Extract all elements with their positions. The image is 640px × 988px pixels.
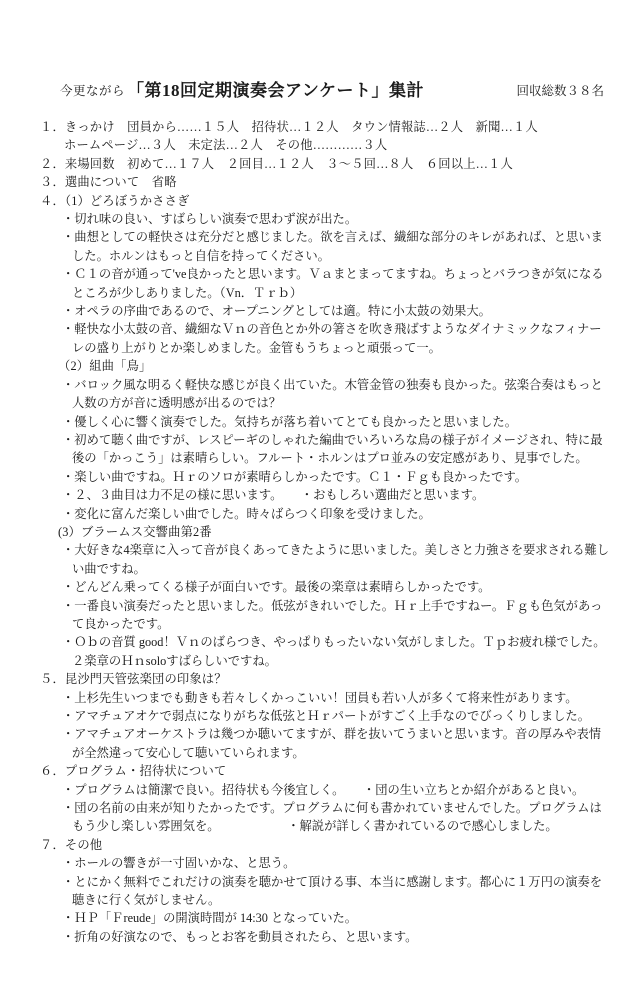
section-heading: ２．来場回数 初めて…１７人 ２回目…１２人 ３～５回…８人 ６回以上…１人 xyxy=(40,156,513,171)
comment-item: ・ホールの響きが一寸固いかな、と思う。 xyxy=(62,856,296,871)
section-heading: ３．選曲について 省略 xyxy=(40,175,177,190)
response-total: 回収総数３８名 xyxy=(516,84,604,98)
section-heading: １．きっかけ 団員から……１５人 招待状…１２人 タウン情報誌…２人 新聞…１人 xyxy=(40,120,538,134)
comment-item: ・バロック風な明るく軽快な感じが良く出ていた。木管金管の独奏も良かった。弦楽合奏はもっと人数の方が音に透明感が出るのでは？ xyxy=(62,377,603,411)
section-visit-count xyxy=(36,155,610,173)
comment-item: ・プログラムは簡潔で良い。招待状も今後宜しく。 ・団の生い立ちとか紹介があると良い。 xyxy=(62,782,585,797)
document-header xyxy=(0,76,640,101)
section-heading: ７．その他 xyxy=(40,837,103,852)
comment-item: ・オペラの序曲であるので、オープニングとしては適。特に小太鼓の効果大。 xyxy=(62,304,491,319)
section-orchestra-impression xyxy=(36,670,610,762)
comment-item: ・楽しい曲ですね。Ｈｒのソロが素晴らしかったです。Ｃ１・Ｆｇも良かったです。 xyxy=(62,469,528,484)
comment-item: ・優しく心に響く演奏でした。気持ちが落ち着いてとても良かったと思いました。 xyxy=(62,414,517,429)
comment-item: ・団の名前の由来が知りたかったです。プログラムに何も書かれていませんでした。プログラムはもう少し楽しい雰囲気を。 ・解説が詳しく書かれているので感心しました。 xyxy=(62,801,602,834)
comment-item: ・とにかく無料でこれだけの演奏を聴かせて頂ける事、本当に感謝します。都心に１万円の演奏を聴きに行く気がしません。 xyxy=(62,874,603,908)
comment-item: ・大好きな4楽章に入って音が良くあってきたように思いました。美しさと力強さを要求される難しい曲ですね。 xyxy=(62,543,610,576)
section-program-selection xyxy=(36,173,610,191)
comment-item: ・ＨＰ「Ｆreude」の開演時間が 14:30 となっていた。 xyxy=(62,911,358,926)
header-prefix: 今更ながら xyxy=(60,84,126,98)
comment-item: ・Ｃ１の音が通って've良かったと思います。Ｖａまとまってますね。ちょっとバラつきが気になるところが少しありました。（Vn．Ｔｒｂ） xyxy=(62,267,604,300)
section-heading: ４．（1）どろぼうかささぎ xyxy=(40,193,190,208)
comment-item: ・どんどん乗ってくる様子が面白いです。最後の楽章は素晴らしかったです。 xyxy=(62,580,491,595)
section-heading: ５．昆沙門天管弦楽団の印象は？ xyxy=(40,672,227,687)
document-page xyxy=(0,76,640,988)
comment-item: ・一番良い演奏だったと思いました。低弦がきれいでした。Ｈｒ上手ですねー。Ｆｇも色気があって良かったです。 xyxy=(62,598,603,631)
comment-item: ・曲想としての軽快さは充分だと感じました。欲を言えば、繊細な部分のキレがあれば、と思いました。ホルンはもっと自信を持ってください。 xyxy=(62,230,603,263)
document-body xyxy=(0,118,640,946)
comment-item: ・上杉先生いつまでも動きも若々しくかっこいい！団員も若い人が多くて将来性があります。 xyxy=(62,690,578,705)
section-brahms-sym2 xyxy=(36,523,610,670)
comment-item: ・Ｏｂの音質 good！Ｖｎのばらつき、やっぱりもったいない気がしました。Ｔｐお疲れ様でした。２楽章のＨｎsoloすばらしいですね。 xyxy=(62,635,606,668)
comment-item: ・変化に富んだ楽しい曲でした。時々ばらつく印象を受けました。 xyxy=(62,506,431,521)
section-other xyxy=(36,836,610,946)
section-heading: （2）組曲「鳥」 xyxy=(58,359,152,374)
comment-item: ・軽快な小太鼓の音、繊細なＶｎの音色とか外の箸さを吹き飛ばすようなダイナミックなフィナーレの盛り上がりとか楽しめました。金管もうちょっと頑張って一。 xyxy=(62,322,602,355)
comment-item: ・アマチュアオーケストラは幾つか聴いてますが、群を抜いてうまいと思います。音の厚みや表情が全然違って安心して聴いていられます。 xyxy=(62,727,602,760)
comment-item: ・切れ味の良い、すばらしい演奏で思わず涙が出た。 xyxy=(62,212,358,227)
section-heading: (3）ブラームス交響曲第2番 xyxy=(58,524,212,539)
page-title: 「第18回定期演奏会アンケート」集計 xyxy=(127,81,424,100)
section-suite-birds xyxy=(36,357,610,523)
comment-item: ・アマチュアオケで弱点になりがちな低弦とＨｒパートがすごく上手なのでびっくりしました。 xyxy=(62,709,591,723)
comment-item: ・初めて聴く曲ですが、レスピーギのしゃれた編曲でいろいろな鳥の様子がイメージされ、特に最後の「かっこう」は素晴らしい。フルート・ホルンはプロ並みの安定感があり、見事でした。 xyxy=(62,432,603,466)
comment-item: ・２、３曲目は力不足の様に思います。 ・おもしろい選曲だと思います。 xyxy=(62,488,485,503)
section-kikkake xyxy=(36,118,610,155)
section-heading: ６．プログラム・招待状について xyxy=(40,764,227,779)
section-program-invitation xyxy=(36,762,610,836)
comment-item: ・折角の好演なので、もっとお客を動員されたら、と思います。 xyxy=(62,929,418,944)
section-thieving-magpie xyxy=(36,192,610,358)
section-heading-continued: ホームページ…３人 未定法…２人 その他…………３人 xyxy=(64,138,388,153)
